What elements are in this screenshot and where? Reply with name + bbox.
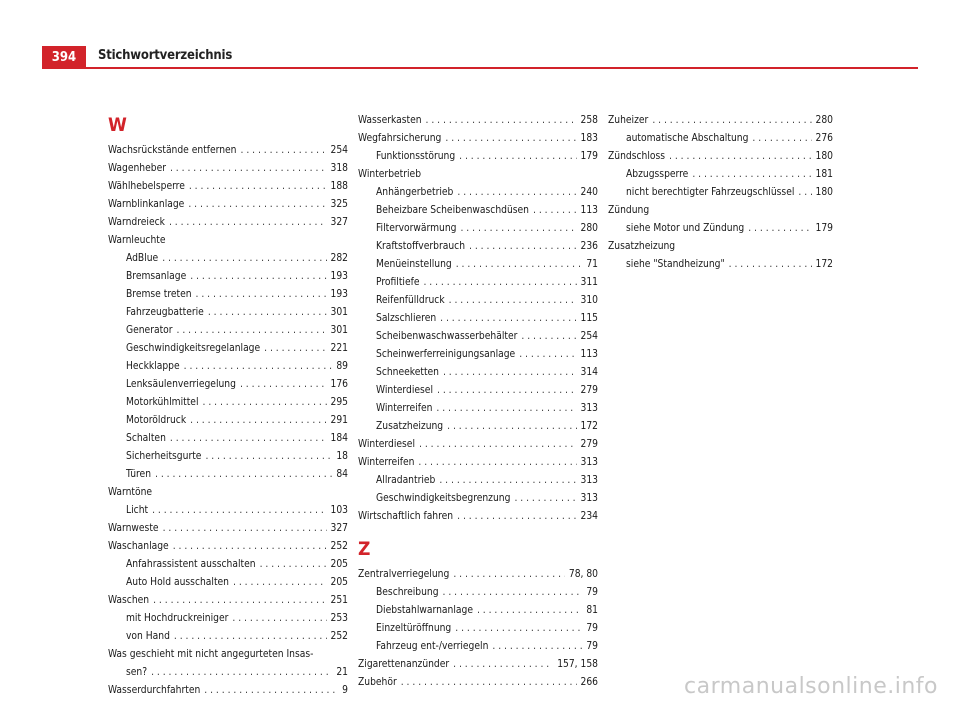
entry-page-number: 311 bbox=[580, 277, 598, 288]
entry-label: Türen bbox=[126, 469, 151, 480]
dot-leader bbox=[153, 592, 326, 610]
index-subentry bbox=[608, 184, 833, 202]
index-entry bbox=[108, 232, 348, 250]
entry-label: Menüeinstellung bbox=[376, 259, 452, 270]
entry-page-number: 180 bbox=[815, 187, 833, 198]
index-subentry bbox=[108, 502, 348, 520]
dot-leader bbox=[456, 256, 583, 274]
page-number-text: 394 bbox=[51, 49, 77, 65]
index-entry bbox=[608, 202, 833, 220]
index-subentry bbox=[358, 238, 598, 256]
index-subentry bbox=[108, 664, 348, 682]
dot-leader bbox=[440, 310, 576, 328]
entry-label: Zündschloss bbox=[608, 151, 666, 162]
index-entry bbox=[108, 142, 348, 160]
entry-page-number: 280 bbox=[815, 115, 833, 126]
dot-leader bbox=[189, 178, 327, 196]
entry-label: Warnblinkanlage bbox=[108, 199, 185, 210]
entry-page-number: 79 bbox=[586, 623, 598, 634]
dot-leader bbox=[492, 638, 582, 656]
entry-page-number: 180 bbox=[815, 151, 833, 162]
entry-page-number: 313 bbox=[580, 457, 598, 468]
index-subentry bbox=[358, 292, 598, 310]
entry-label: Geschwindigkeitsbegrenzung bbox=[376, 493, 511, 504]
entry-page-number: 240 bbox=[580, 187, 598, 198]
index-entry bbox=[358, 454, 598, 472]
dot-leader bbox=[453, 656, 553, 674]
entry-label: Warnleuchte bbox=[108, 235, 166, 246]
entry-page-number: 21 bbox=[336, 667, 348, 678]
dot-leader bbox=[652, 112, 811, 130]
index-subentry bbox=[358, 256, 598, 274]
index-subentry bbox=[358, 418, 598, 436]
entry-label: mit Hochdruckreiniger bbox=[126, 613, 229, 624]
dot-leader bbox=[692, 166, 811, 184]
entry-label: Funktionsstörung bbox=[376, 151, 456, 162]
entry-page-number: 253 bbox=[330, 613, 348, 624]
entry-label: Einzeltüröffnung bbox=[376, 623, 452, 634]
dot-leader bbox=[459, 148, 576, 166]
entry-label: siehe "Standheizung" bbox=[626, 259, 725, 270]
index-subentry bbox=[358, 364, 598, 382]
entry-page-number: 301 bbox=[330, 307, 348, 318]
index-entry bbox=[108, 682, 348, 700]
index-subentry bbox=[358, 148, 598, 166]
index-subentry bbox=[608, 256, 833, 274]
dot-leader bbox=[203, 394, 327, 412]
entry-label: Generator bbox=[126, 325, 173, 336]
entry-page-number: 188 bbox=[330, 181, 348, 192]
dot-leader bbox=[208, 304, 327, 322]
index-subentry bbox=[358, 490, 598, 508]
entry-page-number: 179 bbox=[815, 223, 833, 234]
dot-leader bbox=[423, 274, 576, 292]
index-column-1 bbox=[108, 112, 348, 700]
entry-label: Abzugssperre bbox=[626, 169, 689, 180]
entry-label: Wagenheber bbox=[108, 163, 166, 174]
entry-page-number: 176 bbox=[330, 379, 348, 390]
dot-leader bbox=[170, 160, 327, 178]
dot-leader bbox=[439, 472, 576, 490]
entry-page-number: 266 bbox=[580, 677, 598, 688]
entry-label: Heckklappe bbox=[126, 361, 180, 372]
dot-leader bbox=[453, 566, 565, 584]
entry-label: Anhängerbetrieb bbox=[376, 187, 454, 198]
dot-leader bbox=[260, 556, 327, 574]
dot-leader bbox=[188, 196, 326, 214]
entry-label: Geschwindigkeitsregelanlage bbox=[126, 343, 261, 354]
index-entry bbox=[608, 238, 833, 256]
entry-label: Zuheizer bbox=[608, 115, 649, 126]
entry-page-number: 254 bbox=[330, 145, 348, 156]
index-entry bbox=[608, 148, 833, 166]
entry-page-number: 291 bbox=[330, 415, 348, 426]
entry-label: Diebstahlwarnanlage bbox=[376, 605, 473, 616]
entry-label: Fahrzeugbatterie bbox=[126, 307, 204, 318]
entry-page-number: 313 bbox=[580, 475, 598, 486]
dot-leader bbox=[477, 602, 582, 620]
dot-leader bbox=[514, 490, 576, 508]
entry-label: Filtervorwärmung bbox=[376, 223, 457, 234]
section-letter-w: W bbox=[108, 114, 127, 136]
page-title: Stichwortverzeichnis bbox=[98, 48, 233, 63]
entry-label: Winterbetrieb bbox=[358, 169, 422, 180]
entry-label: Winterreifen bbox=[376, 403, 433, 414]
entry-page-number: 254 bbox=[580, 331, 598, 342]
entry-label: Salzschlieren bbox=[376, 313, 437, 324]
dot-leader bbox=[460, 220, 576, 238]
entry-page-number: 327 bbox=[330, 523, 348, 534]
index-subentry bbox=[358, 620, 598, 638]
entry-label: Zentralverriegelung bbox=[358, 569, 450, 580]
entry-page-number: 279 bbox=[580, 385, 598, 396]
dot-leader bbox=[443, 584, 583, 602]
entry-page-number: 252 bbox=[330, 541, 348, 552]
entry-page-number: 81 bbox=[586, 605, 598, 616]
entry-page-number: 251 bbox=[330, 595, 348, 606]
index-column-3 bbox=[608, 112, 833, 274]
entry-page-number: 79 bbox=[586, 641, 598, 652]
index-entry bbox=[108, 160, 348, 178]
entry-page-number: 327 bbox=[330, 217, 348, 228]
entry-label: Beschreibung bbox=[376, 587, 439, 598]
index-subentry bbox=[108, 610, 348, 628]
entry-label: Reifenfülldruck bbox=[376, 295, 445, 306]
entry-page-number: 205 bbox=[330, 559, 348, 570]
entry-label: Waschanlage bbox=[108, 541, 169, 552]
dot-leader bbox=[445, 130, 576, 148]
entry-page-number: 113 bbox=[580, 205, 598, 216]
dot-leader bbox=[184, 358, 333, 376]
entry-label: Wählhebelsperre bbox=[108, 181, 185, 192]
index-subentry bbox=[358, 382, 598, 400]
entry-page-number: 89 bbox=[336, 361, 348, 372]
entry-label: Schalten bbox=[126, 433, 166, 444]
entry-page-number: 157, 158 bbox=[557, 659, 598, 670]
index-subentry bbox=[358, 310, 598, 328]
dot-leader bbox=[162, 250, 326, 268]
entry-label: Warndreieck bbox=[108, 217, 165, 228]
index-entry bbox=[608, 112, 833, 130]
entry-page-number: 295 bbox=[330, 397, 348, 408]
dot-leader bbox=[418, 454, 576, 472]
index-subentry bbox=[608, 220, 833, 238]
entry-label: Zusatzheizung bbox=[376, 421, 444, 432]
entry-label: sen? bbox=[126, 667, 148, 678]
dot-leader bbox=[177, 322, 327, 340]
index-subentry bbox=[358, 602, 598, 620]
index-subentry bbox=[358, 584, 598, 602]
entry-page-number: 314 bbox=[580, 367, 598, 378]
entry-page-number: 183 bbox=[580, 133, 598, 144]
dot-leader bbox=[436, 400, 576, 418]
entry-page-number: 252 bbox=[330, 631, 348, 642]
entry-label: Winterreifen bbox=[358, 457, 415, 468]
dot-leader bbox=[457, 508, 576, 526]
entry-label: Motorkühlmittel bbox=[126, 397, 199, 408]
index-subentry bbox=[608, 130, 833, 148]
index-entry bbox=[358, 566, 598, 584]
index-subentry bbox=[108, 448, 348, 466]
entry-label: Sicherheitsgurte bbox=[126, 451, 202, 462]
index-subentry bbox=[108, 268, 348, 286]
dot-leader bbox=[163, 520, 327, 538]
entry-page-number: 18 bbox=[336, 451, 348, 462]
index-entry bbox=[108, 178, 348, 196]
entry-page-number: 313 bbox=[580, 403, 598, 414]
dot-leader bbox=[233, 574, 327, 592]
entry-page-number: 234 bbox=[580, 511, 598, 522]
entry-page-number: 276 bbox=[815, 133, 833, 144]
entry-label: Motoröldruck bbox=[126, 415, 187, 426]
index-entry bbox=[358, 508, 598, 526]
index-subentry bbox=[108, 286, 348, 304]
index-subentry bbox=[108, 574, 348, 592]
entry-label: Beheizbare Scheibenwaschdüsen bbox=[376, 205, 529, 216]
entry-label: Bremse treten bbox=[126, 289, 192, 300]
entry-page-number: 172 bbox=[580, 421, 598, 432]
index-entry: Was geschieht mit nicht angegurteten Insas- bbox=[108, 649, 314, 660]
entry-label: Fahrzeug ent-/verriegeln bbox=[376, 641, 489, 652]
entry-label: Warntöne bbox=[108, 487, 153, 498]
entry-page-number: 325 bbox=[330, 199, 348, 210]
dot-leader bbox=[455, 620, 582, 638]
index-subentry bbox=[608, 166, 833, 184]
dot-leader bbox=[240, 376, 327, 394]
entry-label: Bremsanlage bbox=[126, 271, 187, 282]
dot-leader bbox=[151, 664, 332, 682]
dot-leader bbox=[798, 184, 811, 202]
dot-leader bbox=[443, 364, 577, 382]
index-entry bbox=[108, 196, 348, 214]
entry-label: von Hand bbox=[126, 631, 170, 642]
entry-label: automatische Abschaltung bbox=[626, 133, 749, 144]
entry-page-number: 113 bbox=[580, 349, 598, 360]
index-subentry bbox=[108, 358, 348, 376]
entry-label: Scheinwerferreinigungsanlage bbox=[376, 349, 516, 360]
index-subentry bbox=[358, 184, 598, 202]
entry-page-number: 79 bbox=[586, 587, 598, 598]
index-entry bbox=[108, 538, 348, 556]
entry-label: AdBlue bbox=[126, 253, 159, 264]
dot-leader bbox=[533, 202, 577, 220]
watermark: carmanualsonline.info bbox=[684, 674, 938, 699]
index-subentry bbox=[108, 628, 348, 646]
index-subentry bbox=[108, 322, 348, 340]
entry-page-number: 258 bbox=[580, 115, 598, 126]
entry-page-number: 279 bbox=[580, 439, 598, 450]
dot-leader bbox=[469, 238, 576, 256]
index-subentry bbox=[108, 376, 348, 394]
entry-page-number: 181 bbox=[815, 169, 833, 180]
index-subentry bbox=[358, 220, 598, 238]
index-entry bbox=[358, 436, 598, 454]
index-subentry bbox=[358, 274, 598, 292]
index-subentry bbox=[108, 430, 348, 448]
entry-label: Winterdiesel bbox=[358, 439, 415, 450]
dot-leader bbox=[152, 502, 326, 520]
dot-leader bbox=[401, 674, 577, 692]
dot-leader bbox=[169, 214, 327, 232]
index-subentry bbox=[108, 340, 348, 358]
index-subentry bbox=[108, 250, 348, 268]
entry-page-number: 310 bbox=[580, 295, 598, 306]
entry-label: siehe Motor und Zündung bbox=[626, 223, 745, 234]
dot-leader bbox=[519, 346, 576, 364]
entry-label: Kraftstoffverbrauch bbox=[376, 241, 466, 252]
dot-leader bbox=[449, 292, 577, 310]
index-column-2 bbox=[358, 112, 598, 692]
entry-label: Auto Hold ausschalten bbox=[126, 577, 229, 588]
dot-leader bbox=[204, 682, 338, 700]
entry-label: Anfahrassistent ausschalten bbox=[126, 559, 256, 570]
dot-leader bbox=[232, 610, 326, 628]
entry-page-number: 193 bbox=[330, 271, 348, 282]
entry-label: Zubehör bbox=[358, 677, 397, 688]
entry-page-number: 236 bbox=[580, 241, 598, 252]
entry-label: Scheibenwaschwasserbehälter bbox=[376, 331, 518, 342]
index-entry bbox=[108, 520, 348, 538]
entry-page-number: 179 bbox=[580, 151, 598, 162]
dot-leader bbox=[729, 256, 812, 274]
entry-page-number: 318 bbox=[330, 163, 348, 174]
dot-leader bbox=[437, 382, 577, 400]
index-subentry bbox=[358, 202, 598, 220]
index-subentry bbox=[358, 400, 598, 418]
dot-leader bbox=[155, 466, 332, 484]
entry-page-number: 282 bbox=[330, 253, 348, 264]
entry-page-number: 301 bbox=[330, 325, 348, 336]
entry-page-number: 78, 80 bbox=[568, 569, 598, 580]
index-entry bbox=[358, 656, 598, 674]
entry-label: Wasserkasten bbox=[358, 115, 422, 126]
dot-leader bbox=[748, 220, 811, 238]
dot-leader bbox=[205, 448, 332, 466]
dot-leader bbox=[241, 142, 327, 160]
entry-label: Allradantrieb bbox=[376, 475, 436, 486]
index-subentry bbox=[108, 556, 348, 574]
entry-label: Zündung bbox=[608, 205, 650, 216]
entry-label: Zigarettenanzünder bbox=[358, 659, 450, 670]
entry-page-number: 184 bbox=[330, 433, 348, 444]
dot-leader bbox=[426, 112, 577, 130]
dot-leader bbox=[752, 130, 811, 148]
entry-label: Wirtschaftlich fahren bbox=[358, 511, 454, 522]
index-entry bbox=[108, 484, 348, 502]
entry-label: Licht bbox=[126, 505, 149, 516]
dot-leader bbox=[170, 430, 327, 448]
entry-page-number: 280 bbox=[580, 223, 598, 234]
entry-label: Wasserdurchfahrten bbox=[108, 685, 201, 696]
section-letter-z: Z bbox=[358, 538, 371, 560]
entry-label: Schneeketten bbox=[376, 367, 439, 378]
entry-label: nicht berechtigter Fahrzeugschlüssel bbox=[626, 187, 795, 198]
dot-leader bbox=[669, 148, 811, 166]
dot-leader bbox=[190, 268, 326, 286]
entry-page-number: 205 bbox=[330, 577, 348, 588]
entry-page-number: 115 bbox=[580, 313, 598, 324]
header-rule bbox=[42, 67, 918, 69]
entry-page-number: 193 bbox=[330, 289, 348, 300]
index-subentry bbox=[108, 412, 348, 430]
entry-label: Zusatzheizung bbox=[608, 241, 676, 252]
entry-label: Profiltiefe bbox=[376, 277, 420, 288]
dot-leader bbox=[174, 628, 327, 646]
entry-page-number: 221 bbox=[330, 343, 348, 354]
entry-page-number: 84 bbox=[336, 469, 348, 480]
index-entry bbox=[358, 674, 598, 692]
dot-leader bbox=[190, 412, 326, 430]
index-subentry bbox=[358, 472, 598, 490]
index-subentry bbox=[108, 394, 348, 412]
entry-page-number: 71 bbox=[586, 259, 598, 270]
entry-label: Winterdiesel bbox=[376, 385, 433, 396]
index-subentry bbox=[358, 328, 598, 346]
index-entry bbox=[108, 214, 348, 232]
dot-leader bbox=[447, 418, 576, 436]
entry-page-number: 313 bbox=[580, 493, 598, 504]
index-subentry bbox=[108, 466, 348, 484]
entry-page-number: 103 bbox=[330, 505, 348, 516]
entry-label: Waschen bbox=[108, 595, 150, 606]
dot-leader bbox=[521, 328, 576, 346]
entry-page-number: 172 bbox=[815, 259, 833, 270]
page-number bbox=[42, 46, 86, 68]
dot-leader bbox=[264, 340, 326, 358]
dot-leader bbox=[419, 436, 577, 454]
index-entry bbox=[108, 592, 348, 610]
index-entry bbox=[358, 112, 598, 130]
entry-label: Wegfahrsicherung bbox=[358, 133, 442, 144]
index-subentry bbox=[358, 346, 598, 364]
entry-label: Wachsrückstände entfernen bbox=[108, 145, 237, 156]
index-subentry bbox=[108, 304, 348, 322]
index-entry bbox=[358, 130, 598, 148]
dot-leader bbox=[196, 286, 327, 304]
dot-leader bbox=[173, 538, 327, 556]
entry-label: Warnweste bbox=[108, 523, 159, 534]
dot-leader bbox=[457, 184, 576, 202]
index-entry bbox=[358, 166, 598, 184]
entry-page-number: 9 bbox=[342, 685, 348, 696]
index-subentry bbox=[358, 638, 598, 656]
entry-label: Lenksäulenverriegelung bbox=[126, 379, 236, 390]
